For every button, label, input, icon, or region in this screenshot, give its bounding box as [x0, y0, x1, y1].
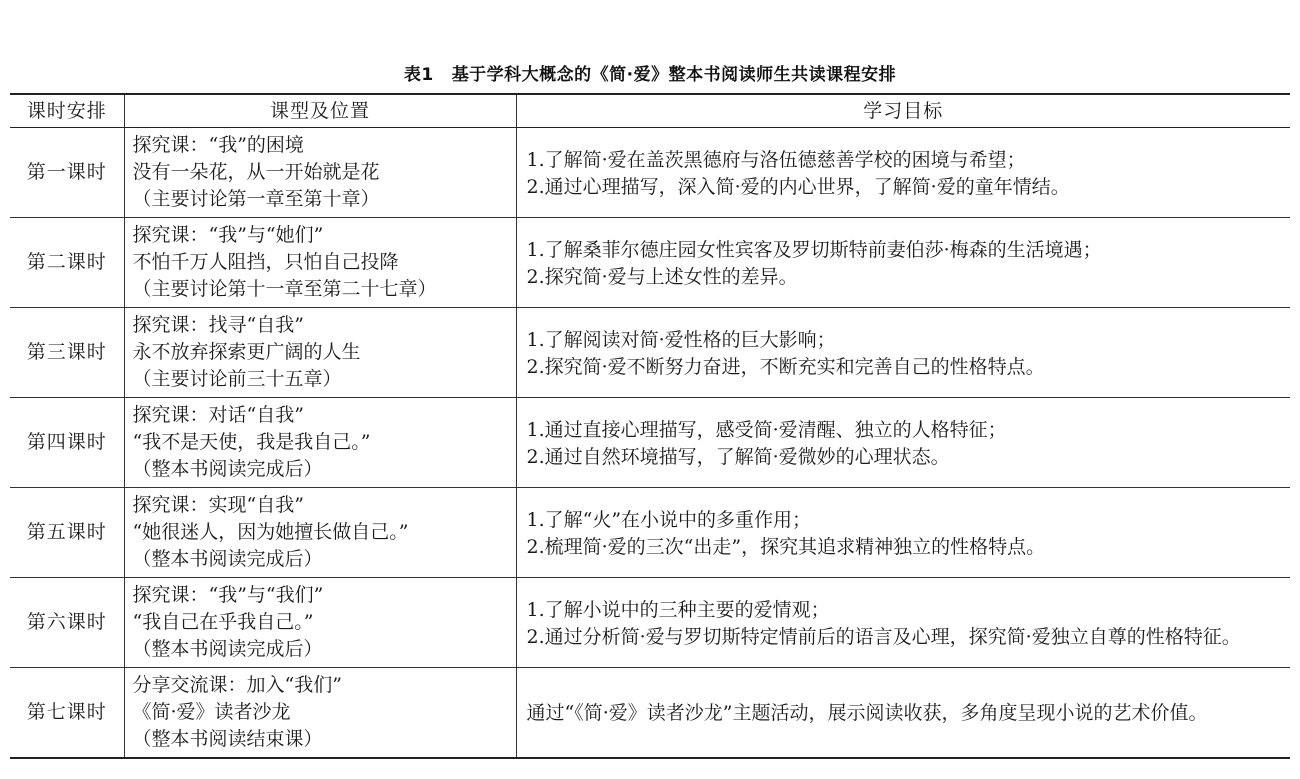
- goal-line: 1.了解“火”在小说中的多重作用；: [526, 508, 812, 531]
- header-goals: 学习目标: [516, 94, 1290, 128]
- type-line: 《简·爱》读者沙龙: [132, 700, 291, 723]
- type-line: “我不是天使，我是我自己。”: [132, 431, 371, 453]
- type-cell: [124, 218, 516, 308]
- table-caption: [0, 60, 1300, 85]
- goal-line: 1.了解桑菲尔德庄园女性宾客及罗切斯特前妻伯莎·梅森的生活境遇；: [526, 238, 1102, 261]
- goal-line: 2.探究简·爱与上述女性的差异。: [526, 265, 798, 288]
- type-line: 分享交流课：加入“我们”: [132, 673, 342, 696]
- caption-title: 基于学科大概念的《简·爱》整本书阅读师生共读课程安排: [451, 65, 897, 85]
- table-row: [10, 128, 1290, 218]
- goals-cell: [516, 128, 1290, 218]
- goals-cell: [516, 488, 1290, 578]
- goals-cell: [516, 668, 1290, 758]
- type-cell: [124, 488, 516, 578]
- table-row: [10, 218, 1290, 308]
- lesson-cell: 第三课时: [10, 308, 124, 398]
- table-row: [10, 578, 1290, 668]
- goal-line: 2.梳理简·爱的三次“出走”，探究其追求精神独立的性格特点。: [526, 535, 1046, 558]
- type-line: （主要讨论第一章至第十章）: [132, 188, 380, 210]
- type-line: 不怕千万人阻挡，只怕自己投降: [132, 251, 399, 273]
- type-line: （主要讨论第十一章至第二十七章）: [132, 278, 437, 300]
- type-line: （整本书阅读完成后）: [132, 548, 323, 570]
- header-lesson: 课时安排: [10, 94, 124, 128]
- table-row: [10, 398, 1290, 488]
- lesson-cell: 第七课时: [10, 668, 124, 758]
- lesson-cell: 第一课时: [10, 128, 124, 218]
- lesson-cell: 第二课时: [10, 218, 124, 308]
- type-cell: [124, 578, 516, 668]
- lesson-cell: 第四课时: [10, 398, 124, 488]
- goal-line: 1.通过直接心理描写，感受简·爱清醒、独立的人格特征；: [526, 418, 1007, 441]
- type-line: 探究课：实现“自我”: [132, 494, 304, 516]
- header-type: 课型及位置: [124, 94, 516, 128]
- type-cell: [124, 668, 516, 758]
- goal-line: 2.通过心理描写，深入简·爱的内心世界，了解简·爱的童年情结。: [526, 175, 1070, 198]
- type-line: “我自己在乎我自己。”: [132, 611, 314, 633]
- type-line: （整本书阅读完成后）: [132, 458, 323, 480]
- goals-cell: [516, 398, 1290, 488]
- type-line: （整本书阅读结束课）: [132, 727, 323, 750]
- type-cell: [124, 398, 516, 488]
- type-line: 探究课：“我”与“她们”: [132, 224, 324, 246]
- type-line: 永不放弃探索更广阔的人生: [132, 341, 361, 363]
- type-line: “她很迷人，因为她擅长做自己。”: [132, 521, 409, 543]
- goal-line: 2.探究简·爱不断努力奋进，不断充实和完善自己的性格特点。: [526, 355, 1045, 378]
- table-header-row: [10, 94, 1290, 128]
- course-schedule-table: [10, 93, 1290, 759]
- goal-line: 1.了解简·爱在盖茨黑德府与洛伍德慈善学校的困境与希望；: [526, 148, 1026, 171]
- type-line: 探究课：“我”的困境: [132, 134, 304, 156]
- type-line: 没有一朵花，从一开始就是花: [132, 161, 380, 183]
- table-row: [10, 668, 1290, 758]
- goal-line: 1.了解小说中的三种主要的爱情观；: [526, 598, 830, 621]
- goals-cell: [516, 218, 1290, 308]
- type-line: （整本书阅读完成后）: [132, 638, 323, 660]
- goal-line: 2.通过分析简·爱与罗切斯特定情前后的语言及心理，探究简·爱独立自尊的性格特征。: [526, 625, 1241, 648]
- goal-line: 2.通过自然环境描写，了解简·爱微妙的心理状态。: [526, 445, 950, 468]
- type-line: 探究课：找寻“自我”: [132, 314, 304, 336]
- lesson-cell: 第六课时: [10, 578, 124, 668]
- goal-line: 通过“《简·爱》读者沙龙”主题活动，展示阅读收获，多角度呈现小说的艺术价值。: [526, 701, 1208, 724]
- caption-number: 表1: [403, 65, 434, 85]
- type-cell: [124, 128, 516, 218]
- goal-line: 1.了解阅读对简·爱性格的巨大影响；: [526, 328, 836, 351]
- type-line: 探究课：“我”与“我们”: [132, 584, 324, 606]
- table-row: [10, 488, 1290, 578]
- goals-cell: [516, 578, 1290, 668]
- type-line: （主要讨论前三十五章）: [132, 368, 342, 390]
- type-cell: [124, 308, 516, 398]
- lesson-cell: 第五课时: [10, 488, 124, 578]
- table-row: [10, 308, 1290, 398]
- goals-cell: [516, 308, 1290, 398]
- type-line: 探究课：对话“自我”: [132, 404, 304, 426]
